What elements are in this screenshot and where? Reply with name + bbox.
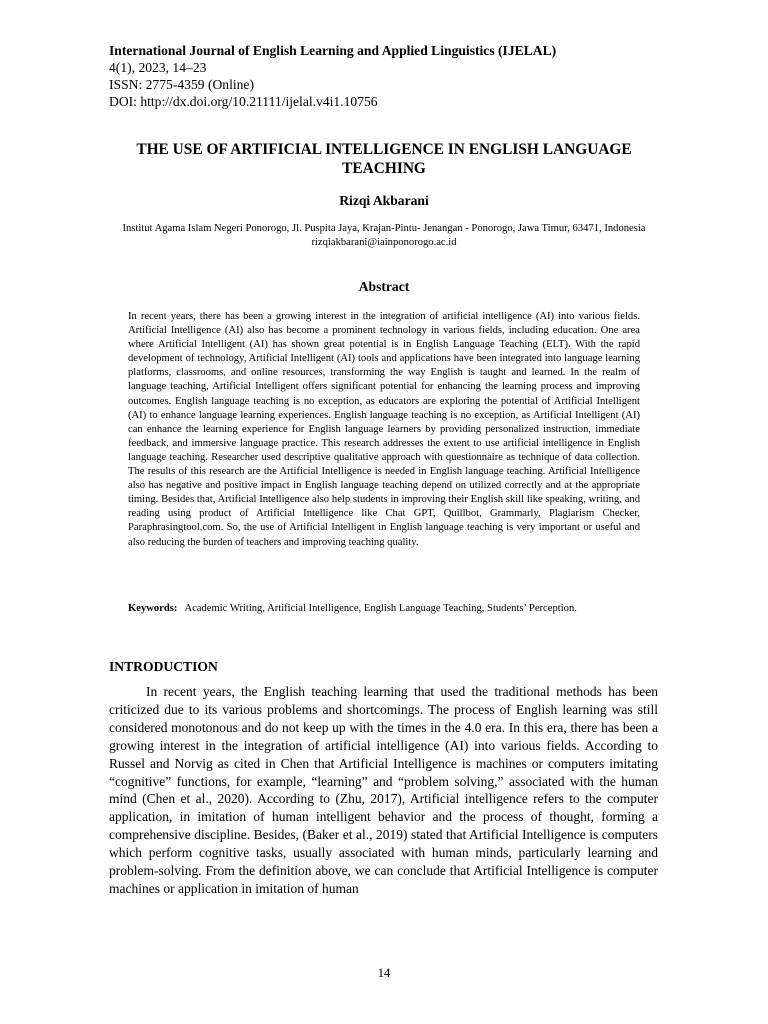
- journal-doi: DOI: http://dx.doi.org/10.21111/ijelal.v4i1.10756: [109, 94, 378, 109]
- abstract-body: In recent years, there has been a growing interest in the integration of artificial intelligence (AI) into various fields. Artificial Intelligence (AI) also has become a prominent technology in various fields, including education. One area where Artificial Intelligent (AI) has shown great potential is in English Language Teaching (ELT). With the rapid development of technology, Artificial Intelligent (AI) tools and applications have been integrated into language learning platforms, classrooms, and online resources, transforming the way English is taught and learned. In the realm of language teaching, Artificial Intelligent offers significant potential for enhancing the learning process and improving outcomes. English language teaching is no exception, as educators are exploring the potential of Artificial Intelligent (AI) to enhance language learning experiences. English language teaching is no exception, as Artificial Intelligent (AI) can enhance the learning experience for English language learners by providing personalized instruction, immediate feedback, and immersive language practice. This research addresses the extent to use artificial intelligence in English language teaching. Researcher used descriptive qualitative approach with questionnaire as technique of data collection. The results of this research are the Artificial Intelligence is needed in English language teaching. Artificial Intelligence also has negative and positive impact in English language teaching depend on utilized correctly and at the appropriate timing. Besides that, Artificial Intelligence also help students in improving their English skill like speaking, writing, and reading using product of Artificial Intelligence like Chat GPT, Quillbot, Grammarly, Plagiarism Checker, Paraphrasingtool.com. So, the use of Artificial Intelligent in English language teaching is very important or useful and also reducing the burden of teachers and improving teaching quality.: [128, 311, 640, 548]
- keywords-block: [128, 602, 640, 616]
- author-affiliation: [109, 222, 659, 250]
- journal-name: International Journal of English Learning and Applied Linguistics (IJELAL): [109, 43, 557, 58]
- journal-issn: ISSN: 2775-4359 (Online): [109, 77, 254, 92]
- journal-volume: 4(1), 2023, 14–23: [109, 60, 207, 75]
- introduction-paragraph: In recent years, the English teaching learning that used the traditional methods has been criticized due to its various problems and shortcomings. The process of English learning was still considered monotonous and do not keep up with the times in the 4.0 era. In this era, there has been a growing interest in the integration of artificial intelligence (AI) into various fields. According to Russel and Norvig as cited in Chen that Artificial Intelligence is machines or computers imitating “cognitive” functions, for example, “learning” and “problem solving,” associated with the human mind (Chen et al., 2020). According to (Zhu, 2017), Artificial intelligence refers to the computer application, in imitation of human intelligent behavior and the process of thought, forming a comprehensive discipline. Besides, (Baker et al., 2019) stated that Artificial Intelligence is computers which perform cognitive tasks, usually associated with human minds, particularly learning and problem-solving. From the definition above, we can conclude that Artificial Intelligence is computer machines or application in imitation of human: [109, 684, 658, 896]
- abstract-heading: Abstract: [358, 279, 410, 294]
- keywords-label: Keywords:: [128, 603, 178, 614]
- paper-title: THE USE OF ARTIFICIAL INTELLIGENCE IN ENGLISH LANGUAGE TEACHING: [136, 141, 632, 177]
- author-email: rizqiakbarani@iainponorogo.ac.id: [311, 237, 457, 248]
- affiliation-address: Institut Agama Islam Negeri Ponorogo, Jl. Puspita Jaya, Krajan-Pintu- Jenangan - Ponorogo, Jawa Timur, 63471, Indonesia: [122, 223, 646, 234]
- author-name: Rizqi Akbarani: [339, 193, 429, 208]
- journal-header: [109, 42, 669, 110]
- introduction-heading: INTRODUCTION: [109, 659, 218, 674]
- keywords-list: Academic Writing, Artificial Intelligence, English Language Teaching, Students’ Perception.: [184, 603, 577, 614]
- page-number: 14: [377, 966, 391, 980]
